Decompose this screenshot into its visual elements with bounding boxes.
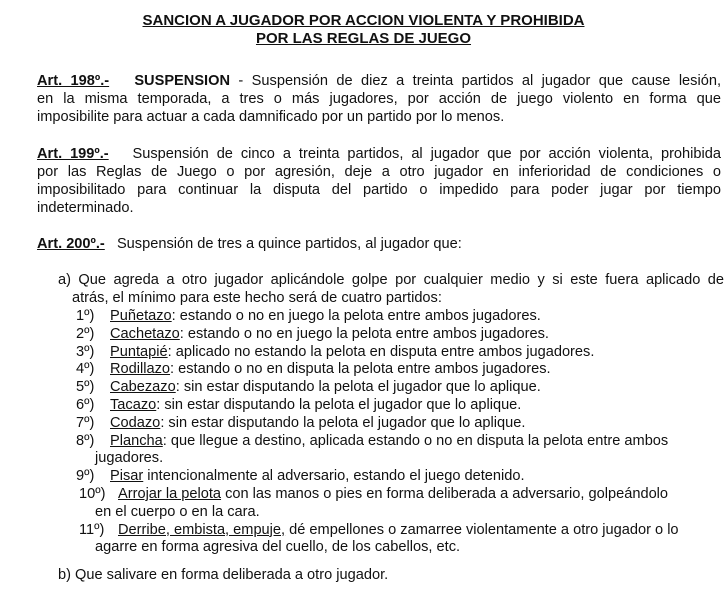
subitem-description: : aplicado no estando la pelota en disputa entre ambos jugadores. — [167, 343, 595, 360]
subitem-term: Codazo — [110, 414, 161, 431]
subitem-description: : sin estar disputando la pelota el jugador que lo aplique. — [160, 414, 526, 431]
subitem-text — [110, 396, 521, 414]
subitem-term: Puñetazo — [110, 308, 172, 324]
article-199-line-1: Art. 199º.- Suspensión de cinco a treinta partidos, al jugador que por acción violenta, prohibida — [37, 146, 721, 162]
subitem-8-continuation: jugadores. — [95, 450, 164, 467]
subitem-number: 11º) — [79, 521, 105, 538]
subitem-number: 10º) — [79, 486, 106, 502]
article-198-line-2: en la misma temporada, a tres o más jugadores, por acción de juego violento en forma que — [37, 91, 721, 107]
article-198 — [37, 72, 721, 126]
subitem-11-continuation: agarre en forma agresiva del cuello, de los cabellos, etc. — [95, 539, 461, 556]
subitem-term: Rodillazo — [110, 361, 171, 378]
subitem-term: Arrojar la pelota — [118, 486, 222, 502]
subitem-number: 3º) — [76, 343, 95, 360]
article-199-line-4: indeterminado. — [37, 200, 134, 216]
article-200 — [37, 235, 721, 253]
subitem-text — [110, 378, 541, 396]
subitem-text — [110, 360, 551, 378]
article-199-line-2: por las Reglas de Juego o por agresión, deje a otro jugador en inferioridad de condiciones o — [37, 164, 721, 180]
subitem-text — [110, 325, 549, 343]
subitem-number: 8º) — [76, 432, 95, 449]
subitem-number: 1º) — [76, 308, 95, 324]
article-198-label: Art. 198º.- — [37, 73, 110, 89]
article-200-label: Art. 200º.- — [37, 236, 105, 252]
subitem-10-continuation: en el cuerpo o en la cara. — [95, 503, 260, 520]
subitem-term: Cabezazo — [110, 379, 176, 396]
document-title-line-2: POR LAS REGLAS DE JUEGO — [255, 30, 472, 47]
subitem-text — [118, 485, 668, 503]
subitem-text — [110, 432, 668, 450]
article-198-line-1: Art. 198º.- SUSPENSION - Suspensión de diez a treinta partidos al jugador que cause lesión, — [37, 73, 721, 89]
subitem-text — [110, 343, 594, 361]
item-a-line-1: a) Que agreda a otro jugador aplicándole golpe por cualquier medio y si este fuera aplicado de — [58, 272, 724, 288]
subitem-description: : estando o no en disputa la pelota entre ambos jugadores. — [170, 361, 551, 378]
article-199-line-3: imposibilitado para continuar la disputa del partido o impedido para poder jugar por tiempo — [37, 182, 721, 198]
item-b — [58, 566, 724, 584]
subitem-term: Plancha — [110, 432, 163, 449]
subitem-number: 5º) — [76, 379, 95, 396]
subitem-description: dé empellones o zamarree violentamente a otro jugador o lo — [285, 521, 679, 538]
subitem-description: : sin estar disputando la pelota el jugador que lo aplique. — [156, 397, 522, 413]
subitem-description: : estando o no en juego la pelota entre ambos jugadores. — [171, 308, 541, 324]
subitem-term: Puntapié — [110, 343, 168, 360]
subitem-number: 4º) — [76, 361, 95, 378]
item-b-line: b) Que salivare en forma deliberada a otro jugador. — [58, 567, 389, 583]
subitem-term: Cachetazo — [110, 325, 180, 342]
article-199-label: Art. 199º.- — [37, 146, 109, 162]
subitem-description: : estando o no en juego la pelota entre ambos jugadores. — [179, 325, 549, 342]
subitem-description: : sin estar disputando la pelota el jugador que lo aplique. — [175, 379, 541, 396]
subitem-number: 6º) — [76, 397, 95, 413]
subitem-term: Tacazo — [110, 397, 157, 413]
subitem-text — [110, 414, 525, 432]
subitem-description: intencionalmente al adversario, estando el juego detenido. — [143, 468, 525, 485]
subitem-text — [110, 307, 541, 325]
article-198-line-3: imposibilite para actuar a cada damnificado por un partido por lo menos. — [37, 109, 505, 125]
subitem-number: 9º) — [76, 468, 95, 485]
subitem-term: Pisar — [110, 468, 144, 485]
subitem-text — [118, 521, 679, 539]
subitem-term: Derribe, embista, empuje, — [118, 521, 286, 538]
article-198-keyword: SUSPENSION — [134, 73, 231, 89]
article-200-line-1: Art. 200º.- Suspensión de tres a quince partidos, al jugador que: — [37, 236, 462, 252]
document-title-line-1: SANCION A JUGADOR POR ACCION VIOLENTA Y PROHIBIDA — [142, 12, 585, 29]
item-a — [58, 271, 724, 307]
subitem-description: : que llegue a destino, aplicada estando o no en disputa la pelota entre ambos — [162, 432, 669, 449]
subitem-text — [110, 467, 525, 485]
item-a-line-2: atrás, el mínimo para este hecho será de cuatro partidos: — [72, 290, 442, 306]
article-199 — [37, 145, 721, 217]
subitem-number: 2º) — [76, 325, 95, 342]
subitem-number: 7º) — [76, 414, 95, 431]
subitem-description: con las manos o pies en forma deliberada a adversario, golpeándolo — [221, 486, 669, 502]
